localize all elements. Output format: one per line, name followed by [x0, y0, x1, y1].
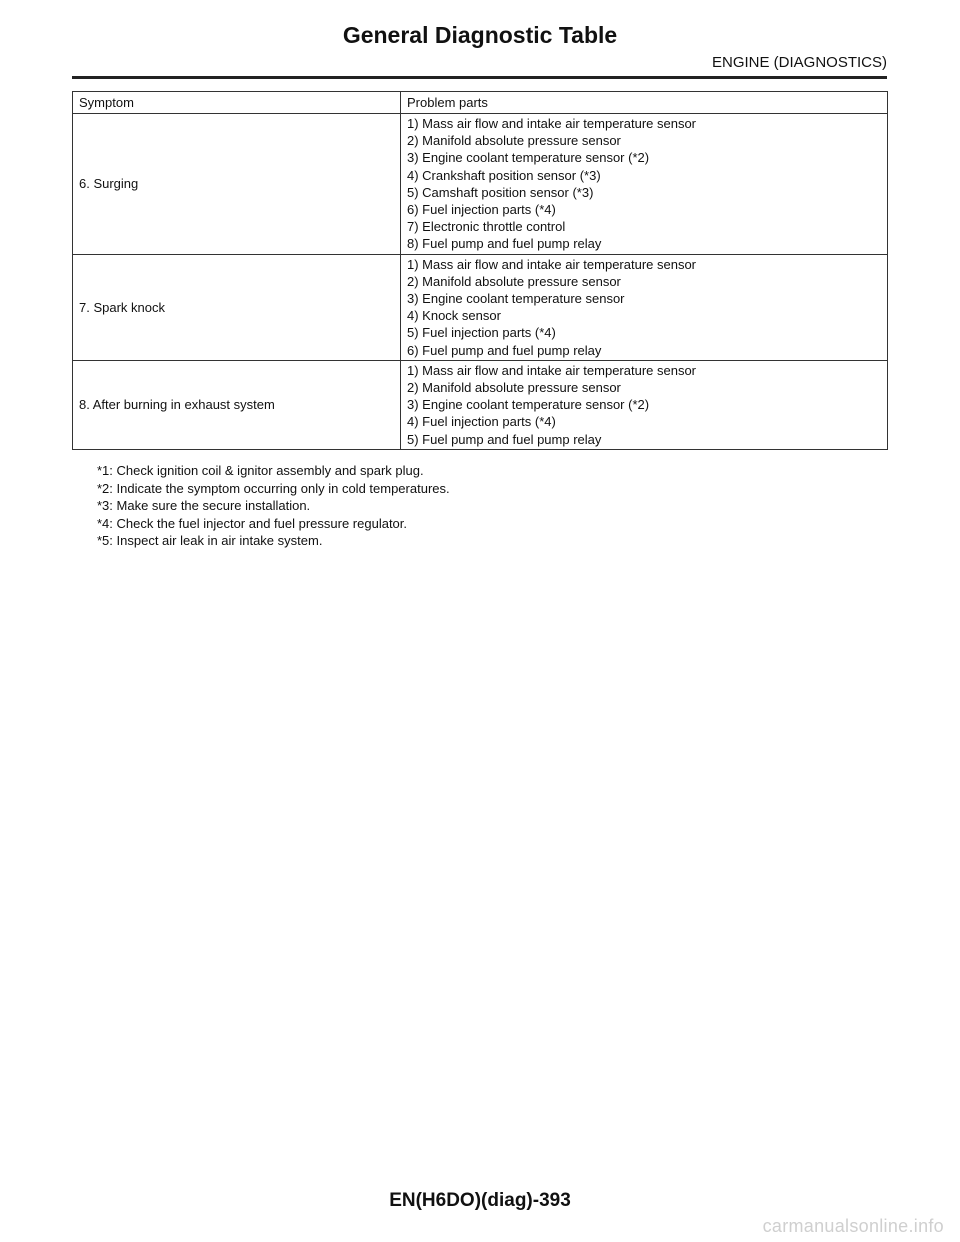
- table-row: [73, 114, 888, 255]
- footnotes: [97, 462, 450, 550]
- footnote: *4: Check the fuel injector and fuel pressure regulator.: [97, 515, 408, 531]
- problem-parts-cell: [401, 114, 888, 255]
- table-header-row: [73, 92, 888, 114]
- part-item: 6) Fuel injection parts (*4): [407, 202, 556, 218]
- part-item: 1) Mass air flow and intake air temperature sensor: [407, 116, 697, 131]
- part-item: 2) Manifold absolute pressure sensor: [407, 380, 621, 396]
- column-header-problem-parts: Problem parts: [401, 92, 888, 114]
- part-item: 6) Fuel pump and fuel pump relay: [407, 342, 602, 358]
- symptom-cell: 7. Spark knock: [73, 254, 401, 360]
- problem-parts-cell: [401, 360, 888, 449]
- watermark: carmanualsonline.info: [762, 1216, 944, 1236]
- column-header-symptom: Symptom: [73, 92, 401, 114]
- part-item: 2) Manifold absolute pressure sensor: [407, 273, 621, 289]
- diagnostic-table: [72, 91, 888, 450]
- part-item: 3) Engine coolant temperature sensor (*2): [407, 150, 650, 166]
- footnote: *5: Inspect air leak in air intake system.: [97, 533, 323, 549]
- table-row: [73, 360, 888, 449]
- part-item: 3) Engine coolant temperature sensor (*2): [407, 397, 650, 413]
- part-item: 3) Engine coolant temperature sensor: [407, 291, 625, 307]
- part-item: 2) Manifold absolute pressure sensor: [407, 133, 621, 149]
- part-item: 4) Fuel injection parts (*4): [407, 414, 556, 430]
- part-item: 5) Fuel injection parts (*4): [407, 325, 556, 341]
- symptom-cell: 6. Surging: [73, 114, 401, 255]
- footnote: *2: Indicate the symptom occurring only in cold temperatures.: [97, 480, 450, 496]
- part-item: 5) Fuel pump and fuel pump relay: [407, 431, 602, 447]
- part-item: 8) Fuel pump and fuel pump relay: [407, 236, 602, 252]
- symptom-cell: 8. After burning in exhaust system: [73, 360, 401, 449]
- footnote: *3: Make sure the secure installation.: [97, 498, 311, 514]
- header-rule: [72, 76, 887, 79]
- part-item: 1) Mass air flow and intake air temperature sensor: [407, 362, 697, 378]
- part-item: 1) Mass air flow and intake air temperature sensor: [407, 256, 697, 272]
- part-item: 5) Camshaft position sensor (*3): [407, 184, 594, 200]
- table-row: [73, 254, 888, 360]
- page-number: EN(H6DO)(diag)-393: [389, 1190, 571, 1211]
- part-item: 7) Electronic throttle control: [407, 219, 566, 235]
- section-label: ENGINE (DIAGNOSTICS): [711, 54, 887, 71]
- page-title: General Diagnostic Table: [342, 22, 618, 48]
- footnote: *1: Check ignition coil & ignitor assembly and spark plug.: [97, 463, 424, 478]
- part-item: 4) Crankshaft position sensor (*3): [407, 167, 601, 183]
- problem-parts-cell: [401, 254, 888, 360]
- part-item: 4) Knock sensor: [407, 308, 501, 324]
